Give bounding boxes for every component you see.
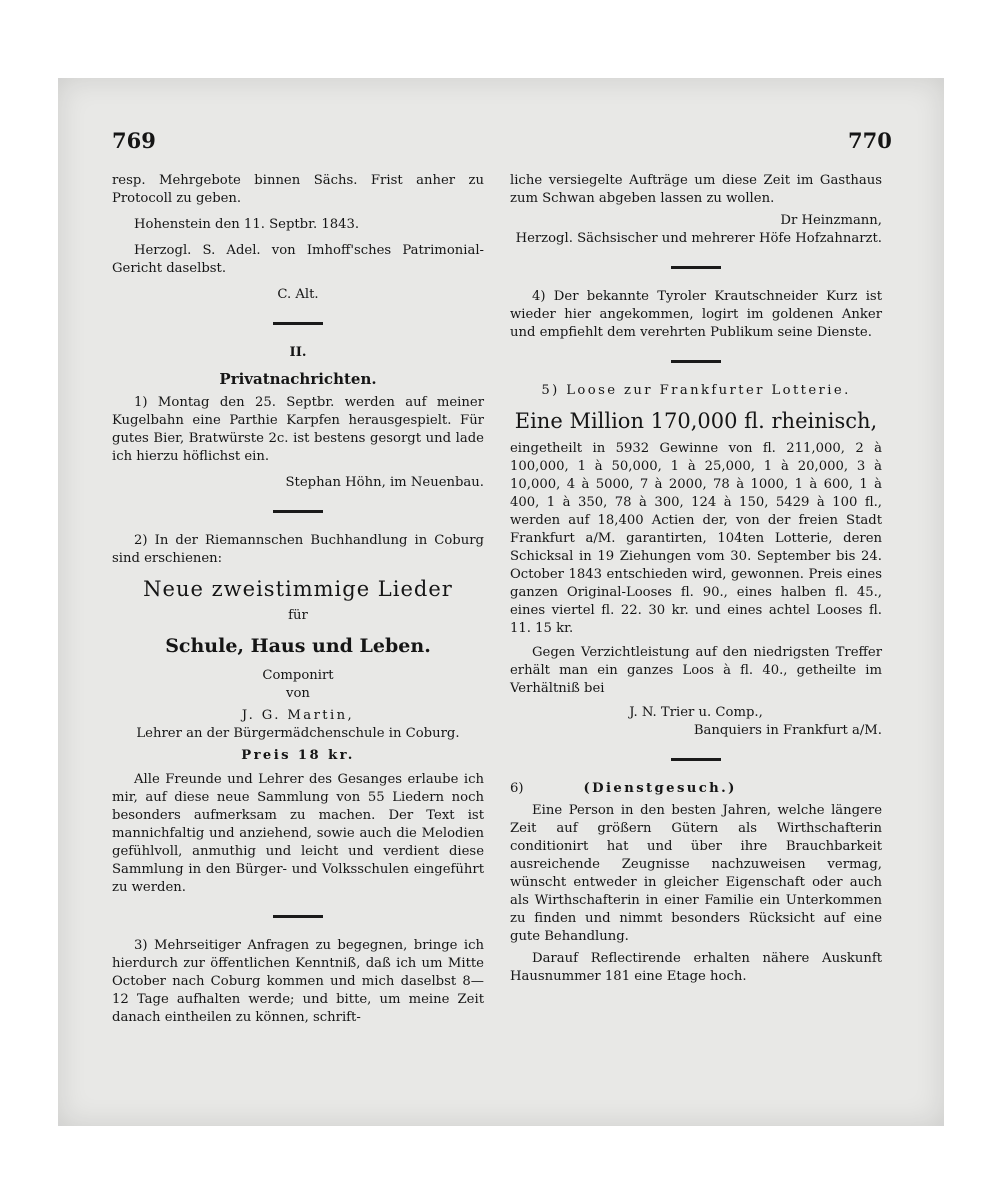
notice-3-signature: Dr Heinzmann, <box>780 213 882 228</box>
lottery-signature-title: Banquiers in Frankfurt a/M. <box>693 723 882 738</box>
book-subtitle: Schule, Haus und Leben. <box>165 635 431 657</box>
book-author: J. G. Martin, <box>241 708 355 723</box>
notice-1: 1) Montag den 25. Septbr. werden auf meiner Kugelbahn eine Parthie Karpfen herausgespielt. Für gutes Bier, Bratwürste 2c. ist bestens gesorgt und lade ich hierzu höflichst ein. <box>112 395 484 464</box>
section-divider <box>273 322 323 325</box>
notice-3-signature-title: Herzogl. Sächsischer und mehrerer Höfe Hofzahnarzt. <box>515 231 882 246</box>
notice-divider <box>671 266 721 269</box>
book-title: Neue zweistimmige Lieder <box>143 577 453 601</box>
notice-2-body: Alle Freunde und Lehrer des Gesanges erlaube ich mir, auf diese neue Sammlung von 55 Liedern noch besonders aufmerksam zu machen. Der Text ist mannichfaltig und anziehend, sowie auch die Melodien gefühlvoll, anmuthig und leicht und verdient diese Sammlung in den Bürger- und Volksschulen eingeführt zu werden. <box>112 772 484 895</box>
notice-3-continued: liche versiegelte Aufträge um diese Zeit im Gasthaus zum Schwan abgeben lassen zu wollen. <box>510 173 882 206</box>
auction-date: Hohenstein den 11. Septbr. 1843. <box>134 217 360 232</box>
auction-court: Herzogl. S. Adel. von Imhoff'sches Patrimonial-Gericht daselbst. <box>112 243 484 276</box>
book-title-for: für <box>288 608 308 623</box>
job-notice-number: 6) <box>510 781 524 796</box>
auction-notice-end: resp. Mehrgebote binnen Sächs. Frist anher zu Protocoll zu geben. <box>112 173 484 206</box>
page-number-right: 770 <box>848 128 892 153</box>
lottery-title: 5) Loose zur Frankfurter Lotterie. <box>541 383 851 398</box>
lottery-body: eingetheilt in 5932 Gewinne von fl. 211,000, 2 à 100,000, 1 à 50,000, 1 à 25,000, 1 à 20,000, 3 à 10,000, 4 à 5000, 7 à 2000, 78 à 1000, 1 à 600, 1 à 400, 1 à 350, 78 à 300, 124 à 150, 5429 à 100 fl., werden auf 18,400 Actien der, von der freien Stadt Frankfurt a/M. garantirten, 104ten Lotterie, deren Schicksal in 19 Ziehungen vom 30. September bis 24. October 1843 entschieden wird, gewonnen. Preis eines ganzen Original-Looses fl. 90., eines halben fl. 45., eines viertel fl. 22. 30 kr. und eines achtel Looses fl. 11. 15 kr. <box>510 441 882 636</box>
book-author-title: Lehrer an der Bürgermädchenschule in Coburg. <box>136 726 460 741</box>
section-number: II. <box>289 345 307 360</box>
book-composed: Componirt <box>262 668 334 683</box>
notice-3: 3) Mehrseitiger Anfragen zu begegnen, bringe ich hierdurch zur öffentlichen Kenntniß, daß ich um Mitte October nach Coburg kommen und mich daselbst 8—12 Tage aufhalten werde; und bitte, um meine Zeit danach eintheilen zu können, schrift- <box>112 938 484 1025</box>
right-column <box>510 172 882 986</box>
job-notice-heading: (Dienstgesuch.) <box>583 781 737 796</box>
notice-divider <box>273 915 323 918</box>
notice-divider <box>671 360 721 363</box>
notice-4: 4) Der bekannte Tyroler Krautschneider Kurz ist wieder hier angekommen, logirt im goldenen Anker und empfiehlt dem verehrten Publikum seine Dienste. <box>510 289 882 340</box>
notice-1-signature: Stephan Höhn, im Neuenbau. <box>285 475 484 490</box>
lottery-signature: J. N. Trier u. Comp., <box>629 705 763 720</box>
notice-divider <box>273 510 323 513</box>
book-by: von <box>286 686 310 701</box>
lottery-conditions: Gegen Verzichtleistung auf den niedrigsten Treffer erhält man ein ganzes Loos à fl. 40., getheilte im Verhältniß bei <box>510 645 882 696</box>
lottery-headline: Eine Million 170,000 fl. rheinisch, <box>514 409 878 433</box>
job-notice-body: Eine Person in den besten Jahren, welche längere Zeit auf größern Gütern als Wirthschafterin conditionirt hat und über ihre Brauchbarkeit ausreichende Zeugnisse nachzuweisen vermag, wünscht entweder in gleicher Eigenschaft oder auch als Wirthschafterin in einer Familie ein Unterkommen zu finden und nimmt besonders Rücksicht auf eine gute Behandlung. <box>510 803 882 944</box>
auction-signature: C. Alt. <box>277 287 319 302</box>
job-notice-contact: Darauf Reflectirende erhalten nähere Auskunft Hausnummer 181 eine Etage hoch. <box>510 951 882 984</box>
left-column <box>112 172 484 1027</box>
section-title: Privatnachrichten. <box>219 370 377 388</box>
notice-2-intro: 2) In der Riemannschen Buchhandlung in Coburg sind erschienen: <box>112 533 484 566</box>
page-number-left: 769 <box>112 128 156 153</box>
book-price: Preis 18 kr. <box>241 748 355 763</box>
notice-divider <box>671 758 721 761</box>
